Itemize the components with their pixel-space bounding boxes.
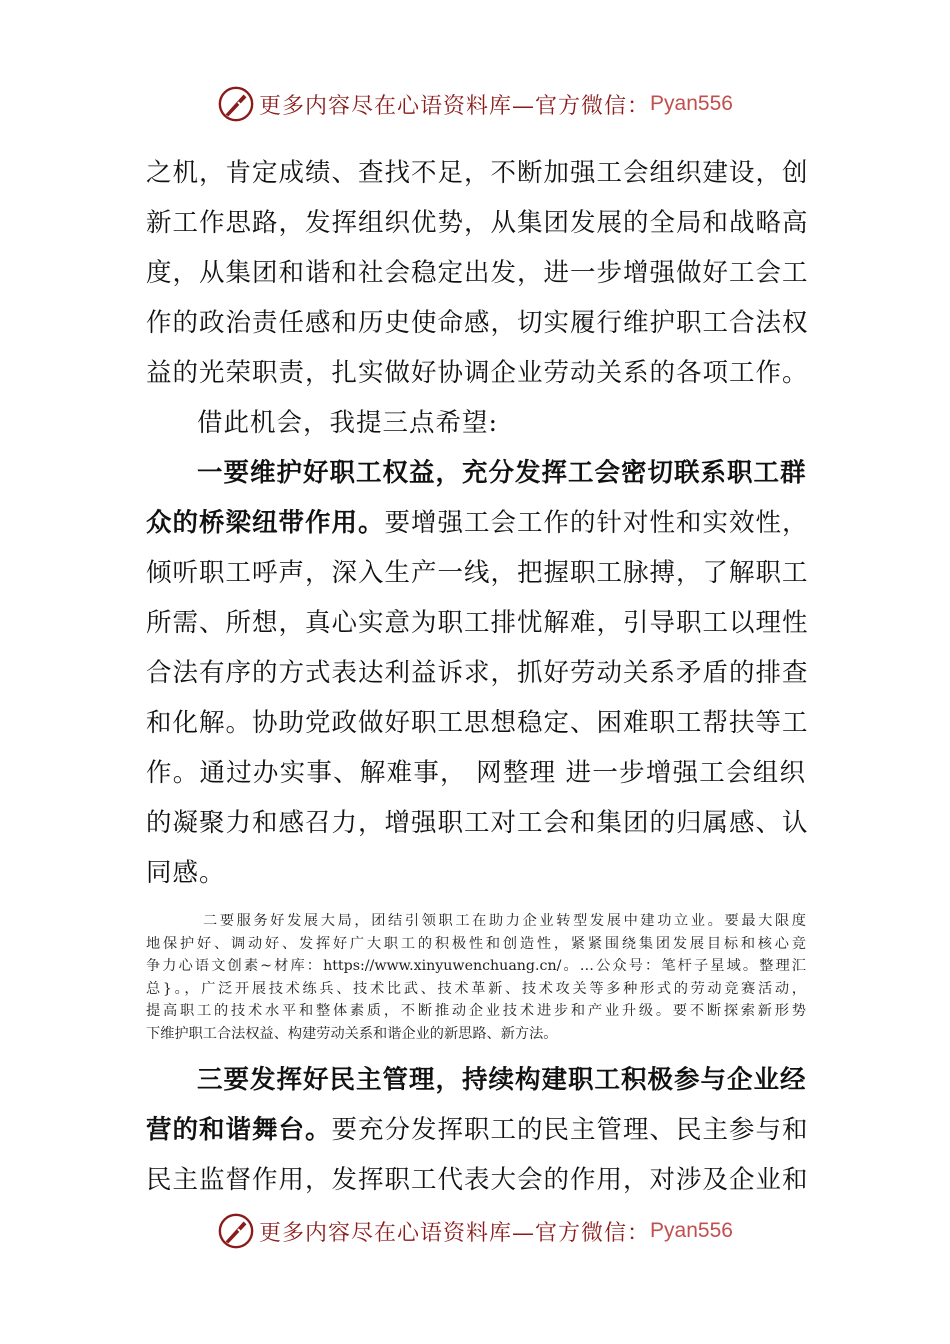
text-line: 的凝聚力和感召力，增强职工对工会和集团的归属感、认 [146,808,809,838]
text-line: 之机，肯定成绩、查找不足，不断加强工会组织建设，创 [146,158,809,188]
watermark-wechat-id: Pyan556 [650,1219,733,1242]
small-text-line: 地保护好、调动好、发挥好广大职工的积极性和创造性，紧紧围绕集团发展目标和核心竞 [146,935,806,952]
text-line: 度，从集团和谐和社会稳定出发，进一步增强做好工会工 [146,258,809,288]
text-line: 民主监督作用，发挥职工代表大会的作用，对涉及企业和 [146,1165,809,1195]
text-line: 作的政治责任感和历史使命感，切实履行维护职工合法权 [146,308,809,338]
text-line: 和化解。协助党政做好职工思想稳定、困难职工帮扶等工 [146,708,809,738]
text-span: 要增强工会工作的针对性和实效性， [384,508,809,538]
small-text-line: 二要服务好发展大局，团结引领职工在助力企业转型发展中建功立业。要最大限度 [203,913,806,929]
paragraph-3 [146,448,809,898]
text-line: 所需、所想，真心实意为职工排忧解难，引导职工以理性 [146,608,809,638]
small-text-line: 下维护职工合法权益、构建劳动关系和谐企业的新思路、新方法。 [146,1025,558,1042]
watermark-text: 更多内容尽在心语资料库—官方微信： [259,93,651,119]
heading-line: 三要发挥好民主管理，持续构建职工积极参与企业经 [197,1065,807,1095]
text-line: 倾听职工呼声，深入生产一线，把握职工脉搏，了解职工 [146,558,809,588]
watermark-text: 更多内容尽在心语资料库—官方微信： [259,1220,651,1246]
text-line [146,1105,809,1155]
quill-logo-icon [217,1212,255,1250]
text-line: 益的光荣职责，扎实做好协调企业劳动关系的各项工作。 [146,358,809,388]
paragraph-2: 借此机会，我提三点希望: [197,408,499,438]
paragraph-1 [146,148,809,398]
watermark-wechat-id: Pyan556 [650,92,733,115]
text-line [146,498,809,548]
text-span: 要充分发挥职工的民主管理、民主参与和 [331,1115,809,1145]
header-watermark [0,82,950,126]
heading-line: 一要维护好职工权益，充分发挥工会密切联系职工群 [197,458,807,488]
paragraph-4 [146,910,806,1045]
quill-logo-icon [217,85,255,123]
text-line: 合法有序的方式表达利益诉求，抓好劳动关系矛盾的排查 [146,658,809,688]
heading-tail: 众的桥梁纽带作用。 [146,508,385,538]
small-text-line: 总}。，广泛开展技术练兵、技术比武、技术革新、技术攻关等多种形式的劳动竞赛活动， [146,980,806,997]
small-text-line: 提高职工的技术水平和整体素质，不断推动企业技术进步和产业升级。要不断探索新形势 [146,1003,806,1019]
text-line: 新工作思路，发挥组织优势，从集团发展的全局和战略高 [146,208,809,238]
footer-watermark [0,1209,950,1253]
text-line: 同感。 [146,858,226,888]
small-text-line: 争力心语文创素~材库：https://www.xinyuwenchuang.cn/。…公众号：笔杆子星域。整理汇 [146,958,806,974]
text-line: 作。通过办实事、解难事， 网整理 进一步增强工会组织 [146,758,806,788]
paragraph-5 [146,1055,809,1205]
document-body [146,148,809,1205]
heading-tail: 营的和谐舞台。 [146,1115,332,1145]
